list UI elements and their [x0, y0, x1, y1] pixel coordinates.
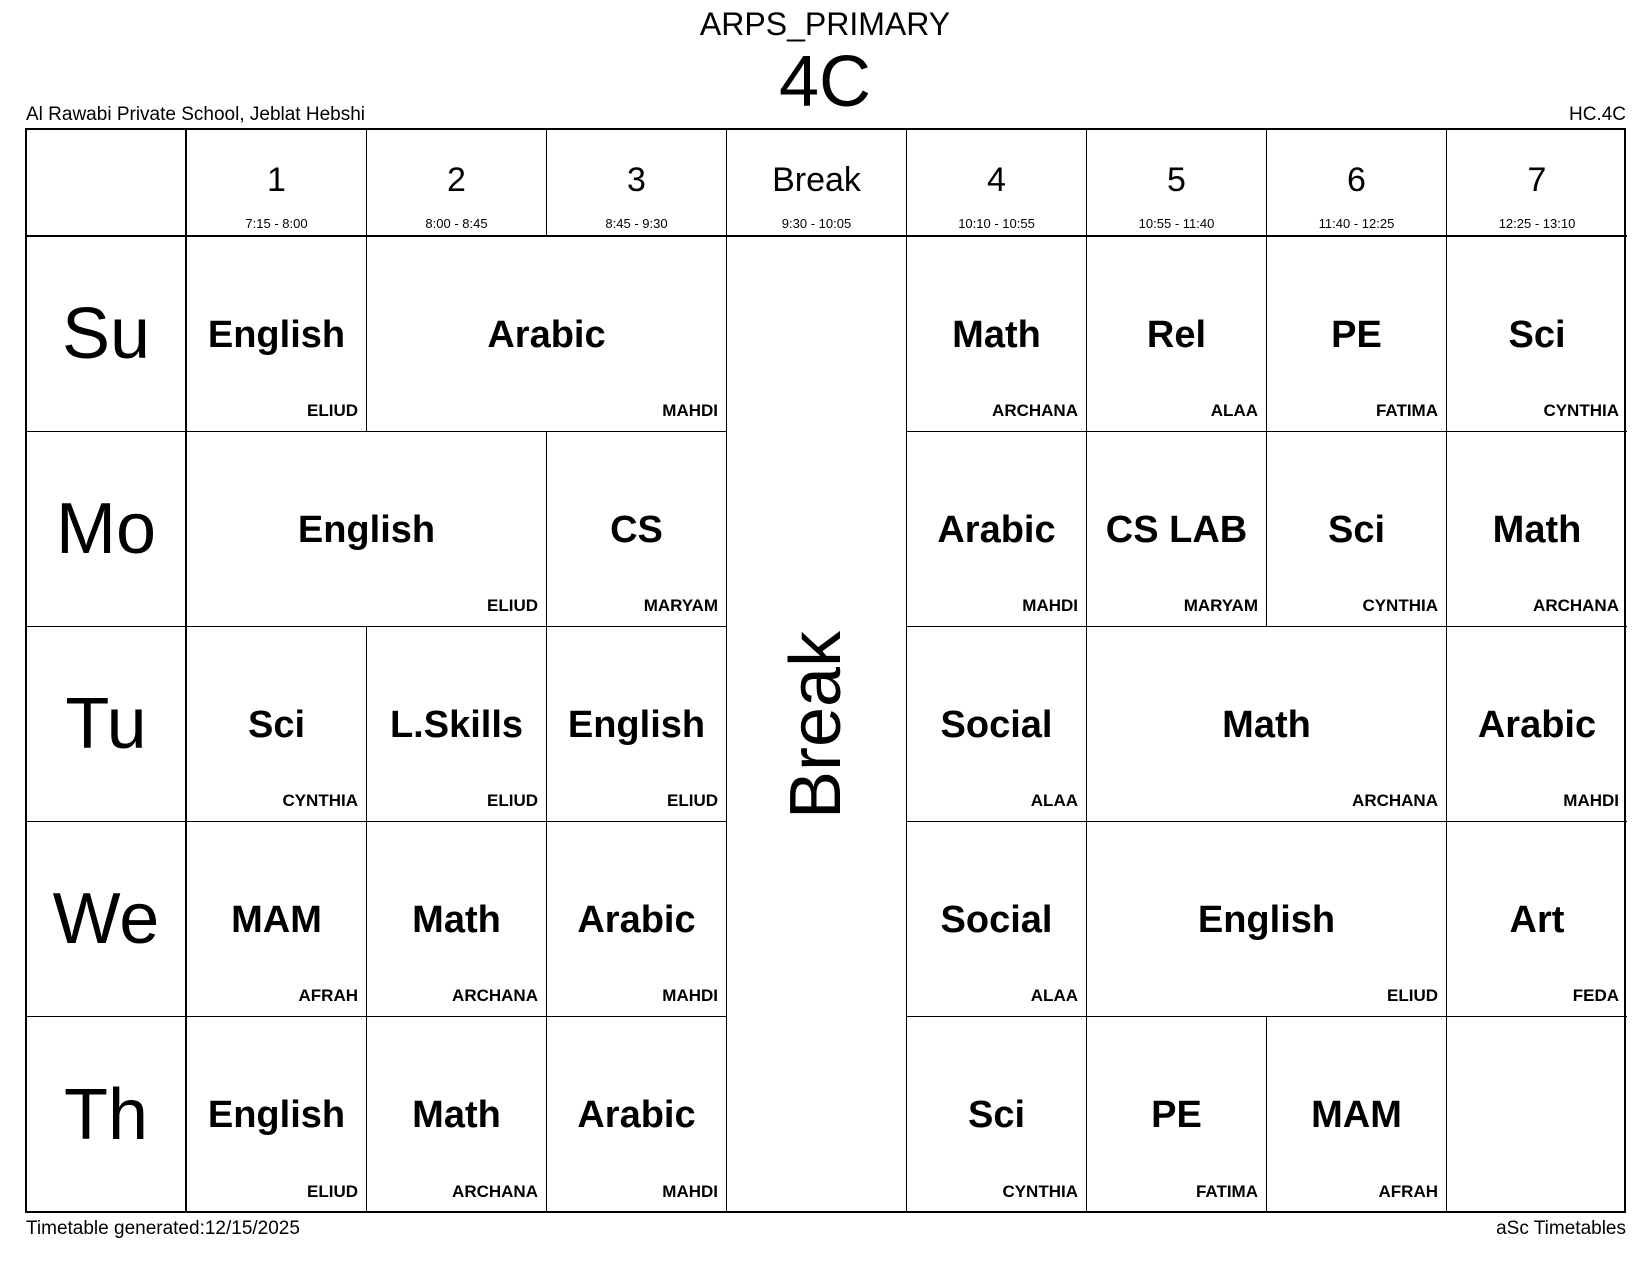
period-header [367, 130, 547, 237]
lesson-subject: Social [940, 899, 1053, 941]
class-title: 4C [778, 42, 872, 122]
lesson-cell [1267, 237, 1447, 432]
period-header [907, 130, 1087, 237]
lesson-teacher: CYNTHIA [1002, 1182, 1078, 1201]
lesson-teacher: ALAA [1210, 401, 1258, 420]
lesson-subject: English [207, 314, 346, 356]
lesson-teacher: ARCHANA [452, 986, 538, 1005]
period-header-break [727, 130, 907, 237]
lesson-teacher: ELIUD [1387, 986, 1438, 1005]
lesson-cell [1447, 432, 1627, 627]
lesson-subject: Arabic [577, 1094, 696, 1136]
lesson-teacher: ELIUD [307, 1182, 358, 1201]
lesson-subject: CS LAB [1105, 509, 1248, 551]
lesson-subject: Art [1509, 899, 1565, 941]
lesson-cell [1087, 822, 1447, 1017]
period-header [1267, 130, 1447, 237]
empty-lesson-cell [1447, 1017, 1627, 1212]
lesson-subject: PE [1151, 1094, 1202, 1136]
lesson-teacher: CYNTHIA [282, 791, 358, 810]
lesson-cell [1087, 432, 1267, 627]
lesson-teacher: ALAA [1030, 986, 1078, 1005]
lesson-teacher: FEDA [1572, 986, 1619, 1005]
school-name: Al Rawabi Private School, Jeblat Hebshi [26, 104, 366, 125]
lesson-subject: English [207, 1094, 346, 1136]
lesson-cell [1087, 1017, 1267, 1212]
lesson-cell [907, 1017, 1087, 1212]
lesson-teacher: ARCHANA [452, 1182, 538, 1201]
period-number: 5 [1167, 161, 1186, 199]
lesson-subject: Math [1222, 704, 1311, 746]
lesson-subject: Sci [967, 1094, 1026, 1136]
lesson-cell [187, 627, 367, 822]
lesson-teacher: AFRAH [298, 986, 358, 1005]
generated-date: Timetable generated:12/15/2025 [26, 1218, 300, 1239]
lesson-cell [547, 822, 727, 1017]
period-number: 3 [627, 161, 646, 199]
period-time: 8:45 - 9:30 [605, 216, 668, 231]
timetable-grid [25, 128, 1626, 1213]
lesson-teacher: ELIUD [667, 791, 718, 810]
lesson-subject: Math [952, 314, 1041, 356]
lesson-cell [907, 627, 1087, 822]
lesson-cell [187, 432, 547, 627]
lesson-subject: English [567, 704, 706, 746]
lesson-subject: Arabic [937, 509, 1056, 551]
lesson-subject: Sci [1508, 314, 1566, 356]
lesson-teacher: ELIUD [487, 791, 538, 810]
lesson-cell [547, 627, 727, 822]
lesson-cell [547, 432, 727, 627]
lesson-subject: English [297, 509, 436, 551]
lesson-teacher: MARYAM [1183, 596, 1258, 615]
lesson-subject: Arabic [487, 314, 606, 356]
lesson-cell [187, 237, 367, 432]
class-code: HC.4C [1568, 104, 1626, 125]
lesson-teacher: ELIUD [487, 596, 538, 615]
lesson-subject: L.Skills [389, 704, 524, 746]
lesson-subject: Arabic [577, 899, 696, 941]
lesson-teacher: FATIMA [1195, 1182, 1258, 1201]
period-number: 7 [1527, 161, 1547, 199]
lesson-subject: PE [1331, 314, 1382, 356]
period-time: 7:15 - 8:00 [245, 216, 308, 231]
period-number: Break [772, 161, 861, 199]
lesson-subject: English [1197, 899, 1336, 941]
lesson-cell [1087, 237, 1267, 432]
period-time: 9:30 - 10:05 [781, 216, 852, 231]
period-time: 11:40 - 12:25 [1318, 216, 1395, 231]
period-header [187, 130, 367, 237]
lesson-subject: MAM [1311, 1094, 1402, 1136]
lesson-cell [187, 1017, 367, 1212]
period-number: 4 [987, 161, 1006, 199]
lesson-cell [1447, 822, 1627, 1017]
lesson-subject: Math [412, 1094, 501, 1136]
period-number: 2 [447, 161, 466, 199]
lesson-teacher: CYNTHIA [1543, 401, 1619, 420]
lesson-subject: Sci [247, 704, 306, 746]
organization-title: ARPS_PRIMARY [699, 6, 951, 42]
lesson-subject: Math [1492, 509, 1582, 551]
lesson-teacher: MAHDI [662, 1182, 718, 1201]
lesson-subject: Rel [1146, 314, 1207, 356]
period-time: 10:55 - 11:40 [1138, 216, 1215, 231]
lesson-cell [547, 1017, 727, 1212]
lesson-teacher: ARCHANA [992, 401, 1078, 420]
lesson-cell [367, 822, 547, 1017]
lesson-teacher: MAHDI [662, 401, 718, 420]
period-number: 6 [1347, 161, 1366, 199]
period-number: 1 [267, 161, 286, 199]
lesson-cell [367, 1017, 547, 1212]
lesson-teacher: CYNTHIA [1362, 596, 1438, 615]
lesson-cell [1267, 432, 1447, 627]
period-header [1447, 130, 1627, 237]
lesson-cell [907, 822, 1087, 1017]
lesson-cell [907, 432, 1087, 627]
lesson-cell [907, 237, 1087, 432]
lesson-teacher: FATIMA [1375, 401, 1438, 420]
break-label: Break [776, 630, 857, 819]
lesson-cell [1087, 627, 1447, 822]
lesson-subject: MAM [231, 899, 322, 941]
day-label-tu: Tu [27, 627, 187, 822]
lesson-subject: Social [940, 704, 1053, 746]
lesson-subject: Sci [1327, 509, 1386, 551]
lesson-cell [1447, 237, 1627, 432]
lesson-cell [367, 237, 727, 432]
period-header [1087, 130, 1267, 237]
lesson-teacher: MAHDI [662, 986, 718, 1005]
lesson-teacher: ELIUD [307, 401, 358, 420]
lesson-teacher: AFRAH [1378, 1182, 1438, 1201]
lesson-subject: Arabic [1477, 704, 1597, 746]
corner-cell [27, 130, 187, 237]
lesson-cell [367, 627, 547, 822]
lesson-subject: Math [412, 899, 501, 941]
day-label-th: Th [27, 1017, 187, 1212]
lesson-teacher: MAHDI [1563, 791, 1619, 810]
lesson-subject: CS [610, 509, 663, 551]
break-column [727, 237, 907, 1212]
period-time: 10:10 - 10:55 [958, 216, 1035, 231]
lesson-teacher: ALAA [1030, 791, 1078, 810]
lesson-teacher: MARYAM [643, 596, 718, 615]
lesson-teacher: ARCHANA [1533, 596, 1619, 615]
period-time: 12:25 - 13:10 [1498, 216, 1576, 231]
brand-label: aSc Timetables [1496, 1218, 1626, 1239]
day-label-we: We [27, 822, 187, 1017]
day-label-su: Su [27, 237, 187, 432]
period-time: 8:00 - 8:45 [425, 216, 488, 231]
day-label-mo: Mo [27, 432, 187, 627]
lesson-cell [1267, 1017, 1447, 1212]
period-header [547, 130, 727, 237]
lesson-teacher: MAHDI [1022, 596, 1078, 615]
lesson-teacher: ARCHANA [1352, 791, 1438, 810]
lesson-cell [187, 822, 367, 1017]
lesson-cell [1447, 627, 1627, 822]
